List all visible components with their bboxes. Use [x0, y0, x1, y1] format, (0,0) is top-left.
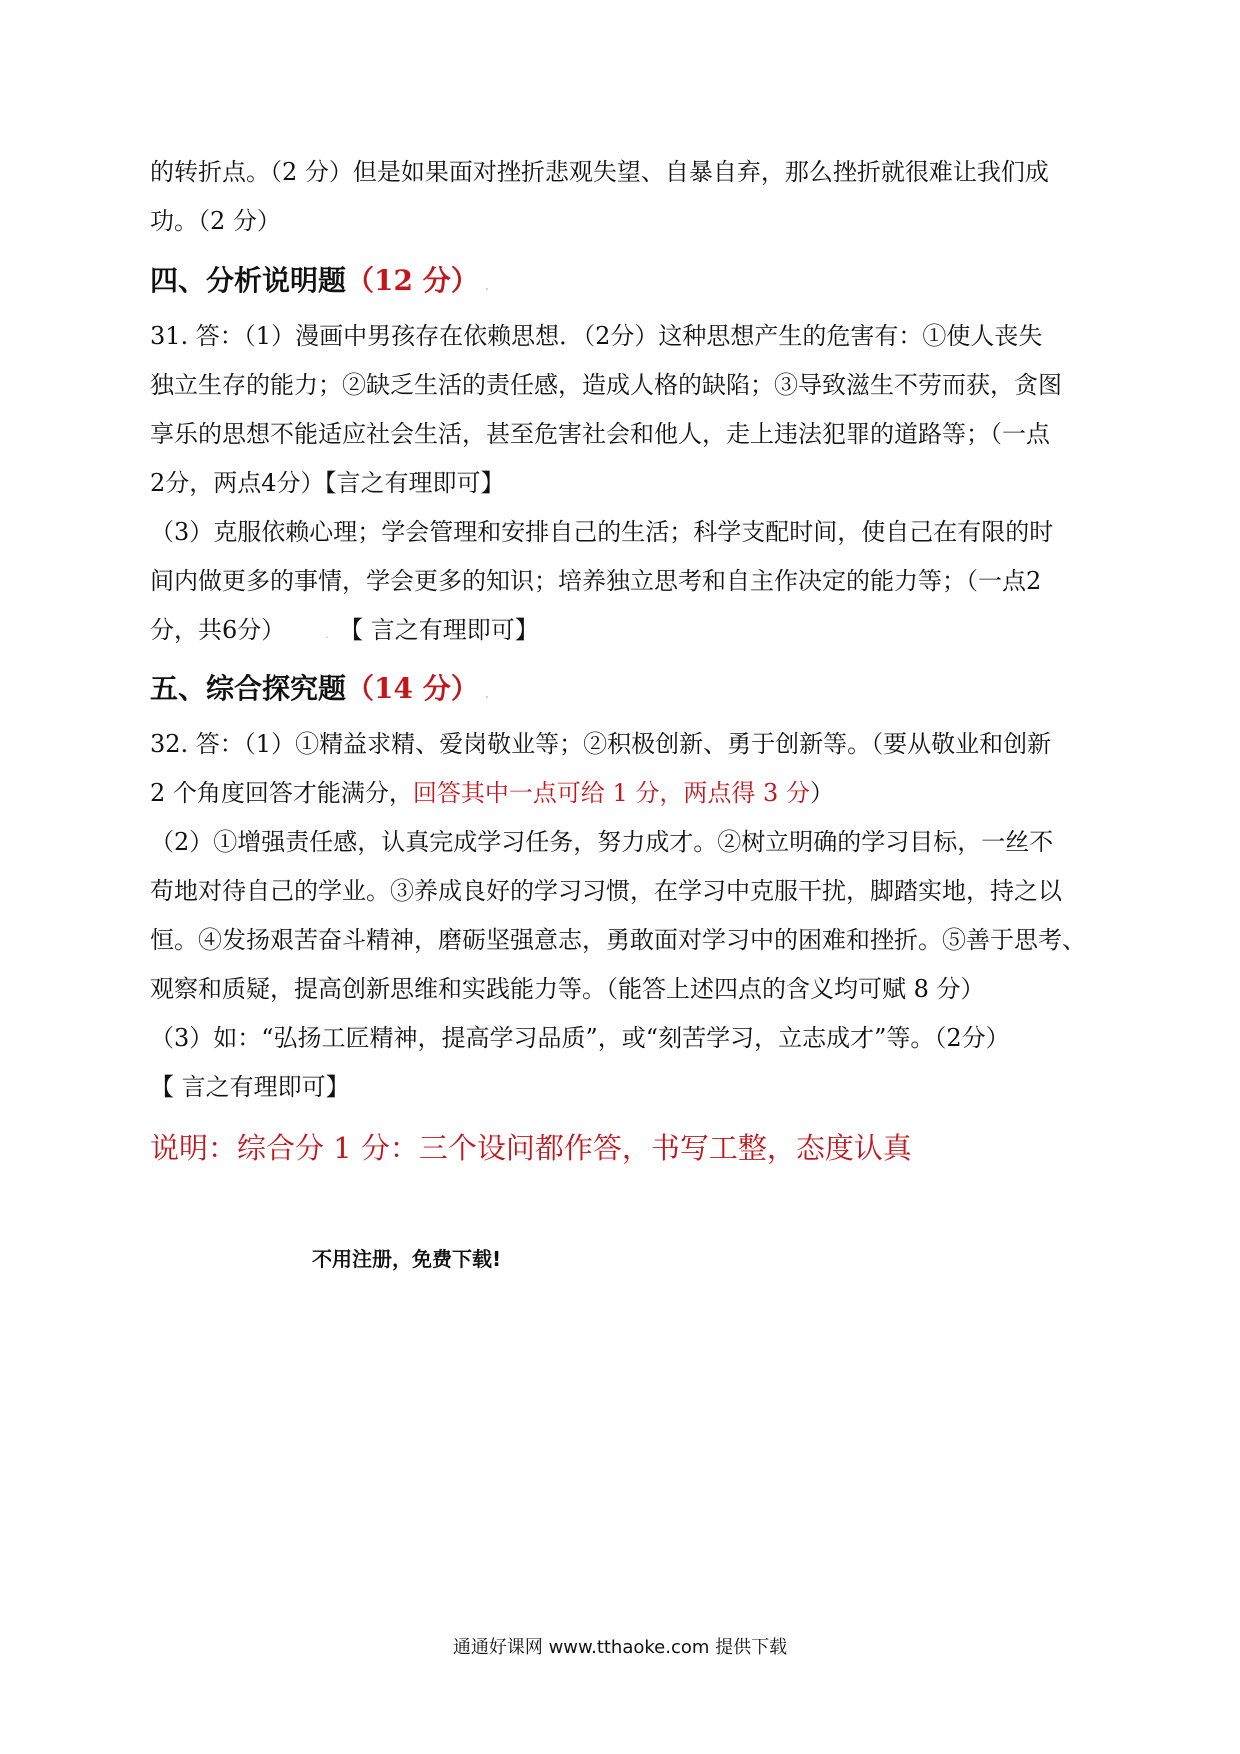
text-line: 31. 答：（1）漫画中男孩存在依赖思想．（2分）这种思想产生的危害有：①使人丧失	[150, 322, 1043, 350]
section-4-heading	[150, 255, 1100, 312]
section-score: （14 分）	[346, 672, 479, 705]
text-line: 功。（2 分）	[150, 207, 281, 235]
text-line: 【 言之有理即可】	[150, 1073, 350, 1101]
text-line: 享乐的思想不能适应社会生活，甚至危害社会和他人，走上违法犯罪的道路等；（一点	[150, 420, 1050, 448]
text-line: 恒。④发扬艰苦奋斗精神，磨砺坚强意志，勇敢面对学习中的困难和挫折。⑤善于思考、	[150, 926, 1086, 954]
text-line	[150, 606, 1100, 659]
text-line	[150, 769, 1100, 818]
text-line: 32. 答：（1）①精益求精、爱岗敬业等；②积极创新、勇于创新等。（要从敬业和创新	[150, 730, 1052, 758]
text-line: 间内做更多的事情，学会更多的知识；培养独立思考和自主作决定的能力等；（一点2	[150, 567, 1042, 595]
text-segment: 2 个角度回答才能满分，	[150, 779, 413, 807]
text-line: 2分，两点4分）【言之有理即可】	[150, 469, 505, 497]
page-footer: 通通好课网 www.tthaoke.com 提供下载	[452, 1637, 788, 1658]
text-line: 观察和质疑，提高创新思维和实践能力等。（能答上述四点的含义均可赋 8 分）	[150, 975, 985, 1003]
text-line: 的转折点。（2 分）但是如果面对挫折悲观失望、自暴自弃，那么挫折就很难让我们成	[150, 158, 1049, 186]
text-segment: 【 言之有理即可】	[339, 616, 539, 644]
text-segment: ）	[809, 779, 834, 807]
text-line: （3）克服依赖心理；学会管理和安排自己的生活；科学支配时间，使自己在有限的时	[150, 518, 1054, 546]
text-segment: 分，共6分）	[150, 616, 286, 644]
text-line: 独立生存的能力；②缺乏生活的责任感，造成人格的缺陷；③导致滋生不劳而获，贪图	[150, 371, 1062, 399]
section-marker: .	[484, 279, 489, 293]
highlighted-text: 回答其中一点可给 1 分，两点得 3 分	[412, 779, 810, 807]
answer-31	[150, 312, 1100, 659]
section-title: 五、综合探究题	[150, 672, 347, 705]
text-line: （3）如：“弘扬工匠精神，提高学习品质”，或“刻苦学习，立志成才”等。（2分）	[150, 1024, 1010, 1052]
section-5-heading	[150, 663, 1100, 720]
text-line: 苟地对待自己的学业。③养成良好的学习习惯，在学习中克服干扰，脚踏实地，持之以	[150, 877, 1062, 905]
section-score: （12 分）	[346, 264, 479, 297]
section-title: 四、分析说明题	[150, 264, 347, 297]
section-marker: .	[484, 687, 489, 701]
text-marker: .	[325, 627, 330, 641]
scoring-note: 说明：综合分 1 分：三个设问都作答，书写工整，态度认真	[150, 1131, 912, 1165]
text-line: （2）①增强责任感，认真完成学习任务，努力成才。②树立明确的学习目标，一丝不	[150, 828, 1054, 856]
continuation-paragraph	[150, 148, 1100, 246]
promo-text: 不用注册，免费下载!	[312, 1247, 502, 1271]
answer-32	[150, 720, 1100, 1112]
